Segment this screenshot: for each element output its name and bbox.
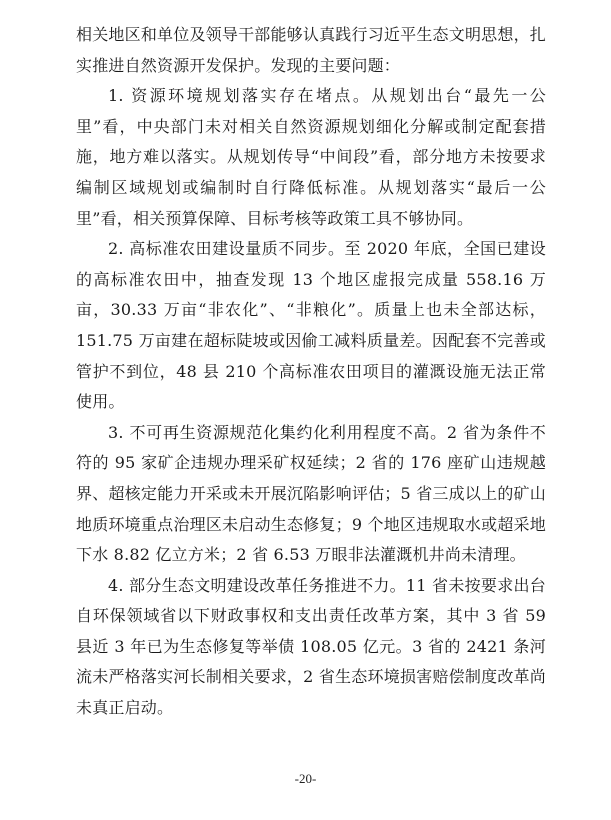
body-text [76,20,546,724]
intro-paragraph: 相关地区和单位及领导干部能够认真践行习近平生态文明思想，扎实推进自然资源开发保护。发现的主要问题： [76,25,546,75]
issue-paragraph-2: 2. 高标准农田建设量质不同步。至 2020 年底，全国已建设的高标准农田中，抽查发现 13 个地区虚报完成量 558.16 万亩，30.33 万亩“非农化”、“非粮化”。质量上也未全部达标，151.75 万亩建在超标陡坡或因偷工减料质量差。因配套不完善或管护不到位，48 县 210 个高标准农田项目的灌溉设施无法正常使用。 [76,239,546,412]
page-number: -20- [294,771,317,786]
issue-paragraph-3: 3. 不可再生资源规范化集约化利用程度不高。2 省为条件不符的 95 家矿企违规办理采矿权延续；2 省的 176 座矿山违规越界、超核定能力开采或未开展沉陷影响评估；5 省三成以上的矿山地质环境重点治理区未启动生态修复；9 个地区违规取水或超采地下水 8.82 亿立方米；2 省 6.53 万眼非法灌溉机井尚未清理。 [76,422,546,565]
issue-paragraph-1: 1. 资源环境规划落实存在堵点。从规划出台“最先一公里”看，中央部门未对相关自然资源规划细化分解或制定配套措施，地方难以落实。从规划传导“中间段”看，部分地方未按要求编制区域规划或编制时自行降低标准。从规划落实“最后一公里”看，相关预算保障、目标考核等政策工具不够协同。 [76,86,546,228]
issue-paragraph-4: 4. 部分生态文明建设改革任务推进不力。11 省未按要求出台自环保领域省以下财政事权和支出责任改革方案，其中 3 省 59 县近 3 年已为生态修复等举债 108.05 亿元。3 省的 2421 条河流未严格落实河长制相关要求，2 省生态环境损害赔偿制度改革尚未真正启动。 [76,575,546,718]
